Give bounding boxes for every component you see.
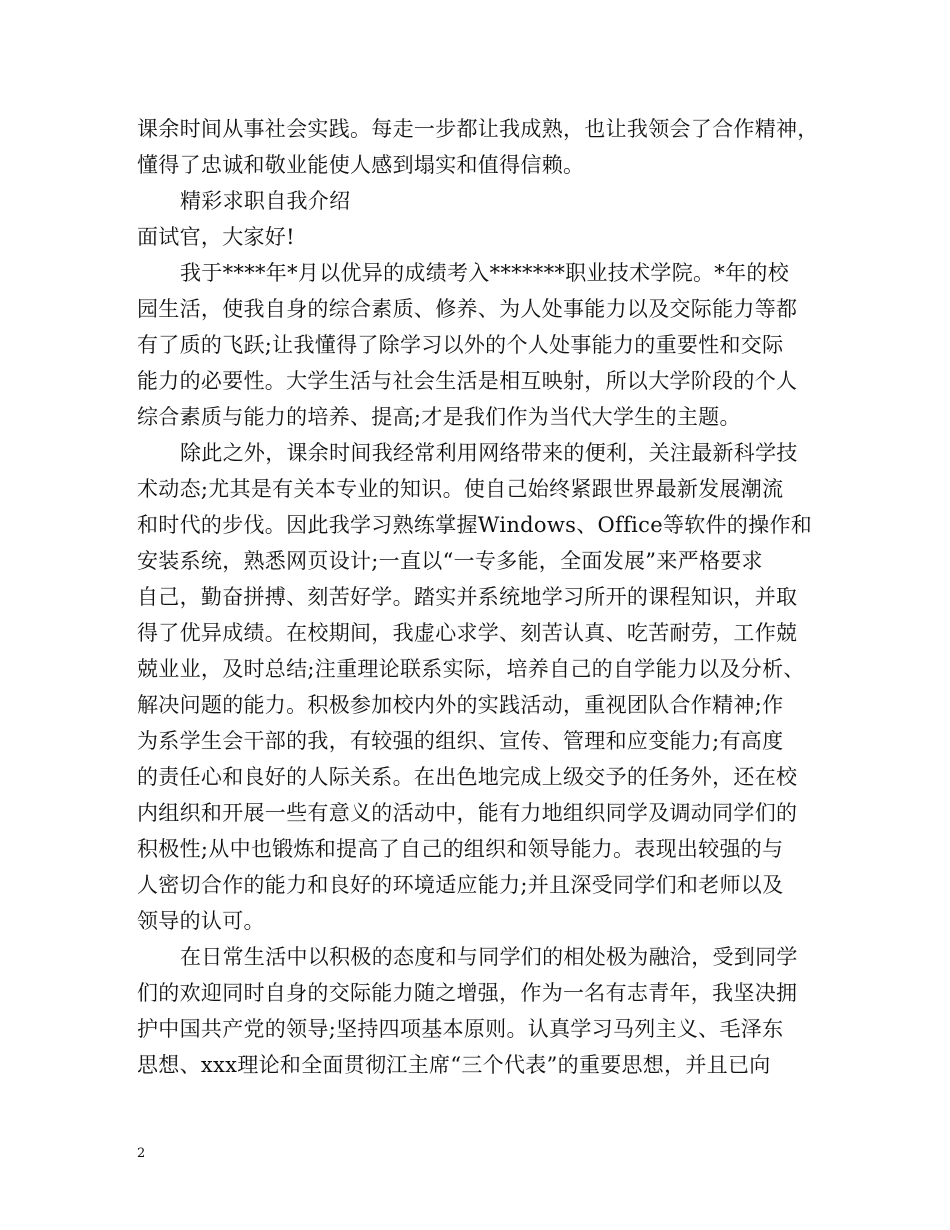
text-line: 能力的必要性。大学生活与社会生活是相互映射，所以大学阶段的个人 bbox=[137, 369, 798, 393]
text-line: 自己，勤奋拼搏、刻苦好学。踏实并系统地学习所开的课程知识，并取 bbox=[137, 585, 798, 609]
text-line: 护中国共产党的领导;坚持四项基本原则。认真学习马列主义、毛泽东 bbox=[137, 1017, 784, 1041]
text-line: 积极性;从中也锻炼和提高了自己的组织和领导能力。表现出较强的与 bbox=[137, 837, 784, 861]
text-line: 思想、xxx理论和全面贯彻江主席“三个代表”的重要思想，并且已向 bbox=[137, 1053, 771, 1077]
text-line: 解决问题的能力。积极参加校内外的实践活动，重视团队合作精神;作 bbox=[137, 693, 784, 717]
section-heading: 精彩求职自我介绍 bbox=[180, 189, 351, 213]
text-line: 综合素质与能力的培养、提高;才是我们作为当代大学生的主题。 bbox=[137, 405, 741, 429]
text-line: 有了质的飞跃;让我懂得了除学习以外的个人处事能力的重要性和交际 bbox=[137, 333, 784, 357]
text-line: 的责任心和良好的人际关系。在出色地完成上级交予的任务外，还在校 bbox=[137, 765, 798, 789]
text-line: 课余时间从事社会实践。每走一步都让我成熟，也让我领会了合作精神， bbox=[137, 117, 819, 141]
text-line: 在日常生活中以积极的态度和与同学们的相处极为融洽，受到同学 bbox=[180, 945, 798, 969]
text-line: 面试官，大家好! bbox=[137, 225, 295, 249]
text-line: 我于****年*月以优异的成绩考入*******职业技术学院。*年的校 bbox=[180, 261, 789, 285]
text-line: 得了优异成绩。在校期间，我虚心求学、刻苦认真、吃苦耐劳，工作兢 bbox=[137, 621, 798, 645]
page-number: 2 bbox=[137, 1146, 146, 1161]
text-line: 兢业业，及时总结;注重理论联系实际，培养自己的自学能力以及分析、 bbox=[137, 657, 805, 681]
text-line: 懂得了忠诚和敬业能使人感到塌实和值得信赖。 bbox=[137, 153, 585, 177]
text-line: 园生活，使我自身的综合素质、修养、为人处事能力以及交际能力等都 bbox=[137, 297, 798, 321]
text-line: 人密切合作的能力和良好的环境适应能力;并且深受同学们和老师以及 bbox=[137, 873, 784, 897]
text-line: 内组织和开展一些有意义的活动中，能有力地组织同学及调动同学们的 bbox=[137, 801, 798, 825]
text-line: 们的欢迎同时自身的交际能力随之增强，作为一名有志青年，我坚决拥 bbox=[137, 981, 798, 1005]
text-line: 为系学生会干部的我，有较强的组织、宣传、管理和应变能力;有高度 bbox=[137, 729, 784, 753]
text-line: 除此之外，课余时间我经常利用网络带来的便利，关注最新科学技 bbox=[180, 441, 798, 465]
text-line: 和时代的步伐。因此我学习熟练掌握Windows、Office等软件的操作和 bbox=[137, 513, 813, 537]
text-line: 术动态;尤其是有关本专业的知识。使自己始终紧跟世界最新发展潮流 bbox=[137, 477, 784, 501]
text-line: 领导的认可。 bbox=[137, 909, 265, 933]
text-line: 安装系统，熟悉网页设计;一直以“一专多能，全面发展”来严格要求 bbox=[137, 549, 763, 573]
